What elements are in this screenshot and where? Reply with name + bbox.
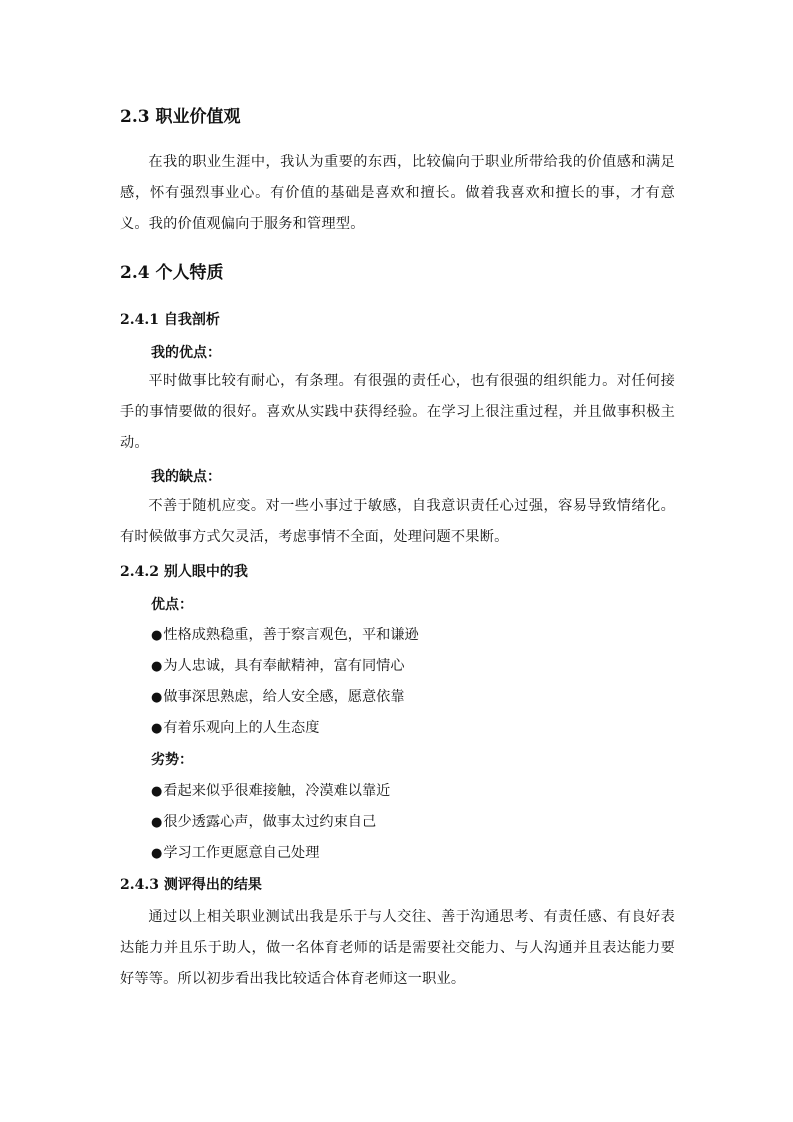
list-item bbox=[151, 655, 706, 678]
list-item-text: 有着乐观向上的人生态度 bbox=[163, 720, 320, 736]
list-item-text: 很少透露心声，做事太过约束自己 bbox=[163, 814, 377, 830]
subheading-others-view: 2.4.2 别人眼中的我 bbox=[120, 564, 248, 580]
bullet-icon: ● bbox=[151, 846, 163, 861]
bullet-icon: ● bbox=[151, 690, 163, 705]
list-item-text: 看起来似乎很难接触，冷漠难以靠近 bbox=[163, 783, 391, 799]
section-heading-career-values: 2.3 职业价值观 bbox=[120, 107, 241, 127]
section-heading-personal-traits: 2.4 个人特质 bbox=[120, 263, 224, 283]
list-item-text: 为人忠诚，具有奉献精神，富有同情心 bbox=[163, 658, 405, 674]
bullet-icon: ● bbox=[151, 659, 163, 674]
strengths-paragraph: 平时做事比较有耐心，有条理。有很强的责任心，也有很强的组织能力。对任何接手的事情要做的很好。喜欢从实践中获得经验。在学习上很注重过程，并且做事积极主动。 bbox=[120, 373, 675, 451]
list-item-text: 性格成熟稳重，善于察言观色，平和谦逊 bbox=[163, 627, 419, 643]
bullet-icon: ● bbox=[151, 784, 163, 799]
pros-label: 优点： bbox=[151, 597, 193, 613]
list-item-text: 做事深思熟虑，给人安全感，愿意依靠 bbox=[163, 689, 405, 705]
bullet-icon: ● bbox=[151, 628, 163, 643]
bullet-icon: ● bbox=[151, 721, 163, 736]
subheading-assessment-results: 2.4.3 测评得出的结果 bbox=[120, 877, 262, 893]
strengths-label: 我的优点： bbox=[151, 345, 221, 361]
subheading-self-analysis: 2.4.1 自我剖析 bbox=[120, 312, 220, 328]
list-item bbox=[151, 624, 706, 647]
list-item bbox=[151, 686, 706, 709]
weaknesses-paragraph: 不善于随机应变。对一些小事过于敏感，自我意识责任心过强，容易导致情绪化。有时候做事方式欠灵活，考虑事情不全面，处理问题不果断。 bbox=[120, 498, 675, 545]
bullet-icon: ● bbox=[151, 815, 163, 830]
weaknesses-label: 我的缺点： bbox=[151, 469, 221, 485]
list-item-text: 学习工作更愿意自己处理 bbox=[163, 845, 320, 861]
assessment-results-paragraph: 通过以上相关职业测试出我是乐于与人交往、善于沟通思考、有责任感、有良好表达能力并且乐于助人，做一名体育老师的话是需要社交能力、与人沟通并且表达能力要好等等。所以初步看出我比较适合体育老师这一职业。 bbox=[120, 909, 675, 987]
career-values-paragraph: 在我的职业生涯中，我认为重要的东西，比较偏向于职业所带给我的价值感和满足感，怀有强烈事业心。有价值的基础是喜欢和擅长。做着我喜欢和擅长的事，才有意义。我的价值观偏向于服务和管理型。 bbox=[120, 154, 675, 232]
list-item bbox=[151, 780, 706, 803]
list-item bbox=[151, 811, 706, 834]
cons-label: 劣势： bbox=[151, 752, 193, 768]
list-item bbox=[151, 717, 706, 740]
list-item bbox=[151, 842, 706, 865]
